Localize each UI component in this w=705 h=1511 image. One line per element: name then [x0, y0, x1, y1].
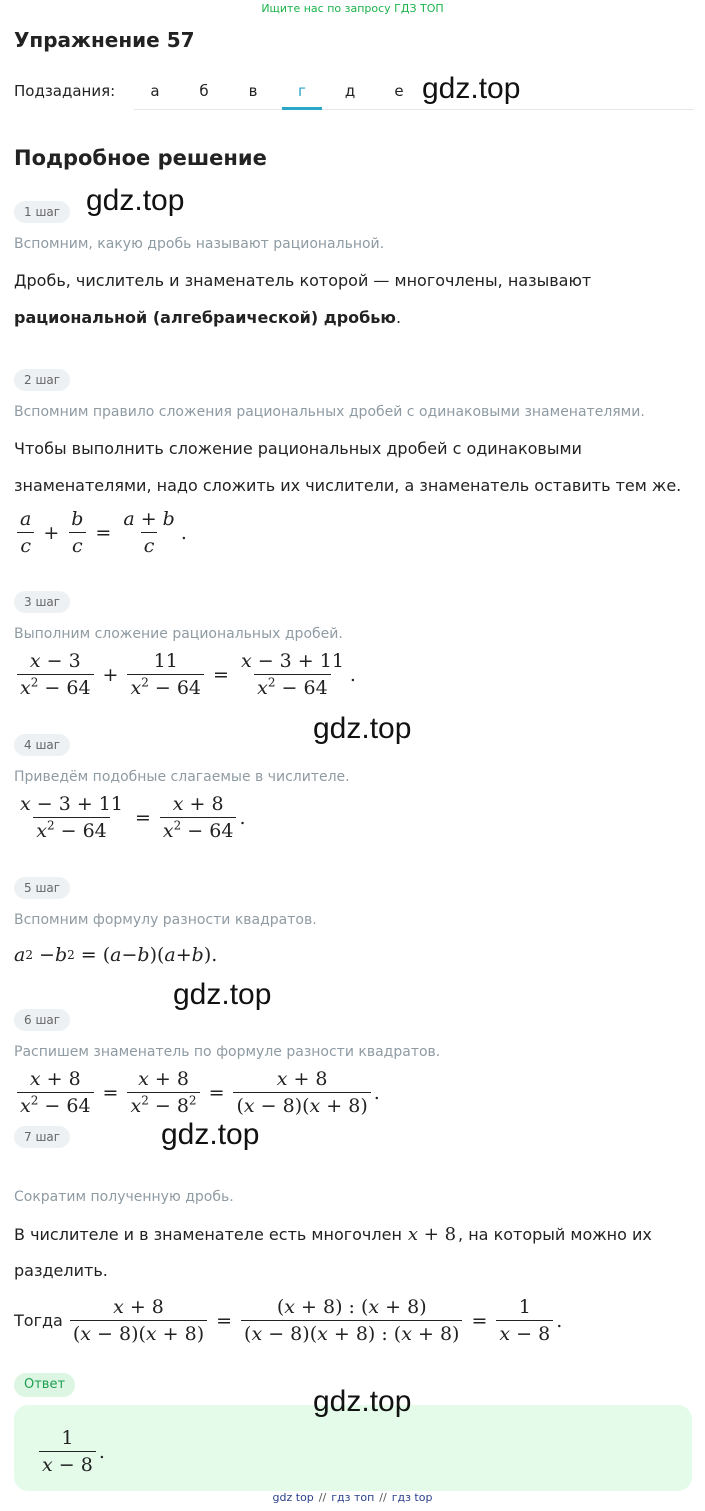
polynomial-x-plus-8: x + 8: [407, 1224, 457, 1245]
step-5-hint: Вспомним формулу разности квадратов.: [14, 912, 317, 928]
footer-link-1[interactable]: gdz top: [272, 1491, 314, 1504]
step-3-hint: Выполним сложение рациональных дробей.: [14, 626, 343, 642]
period: .: [395, 308, 402, 327]
watermark: gdz.top: [313, 712, 412, 745]
subtask-tab-v[interactable]: в: [248, 82, 258, 100]
watermark: gdz.top: [173, 978, 272, 1011]
step-5-formula: a 2 − b 2 = ( a − b )( a + b ).: [14, 944, 218, 966]
answer-formula: $\frac{1}{x - 8}$ .: [36, 1427, 105, 1476]
step-4-hint: Приведём подобные слагаемые в числителе.: [14, 769, 350, 785]
step-3-pill: 3 шаг: [14, 591, 70, 613]
subtasks-label: Подзадания:: [14, 82, 116, 100]
step-7-text-start: В числителе и в знаменателе есть многочлен: [14, 1225, 402, 1244]
step-7-text-end: , на который можно их: [458, 1225, 652, 1244]
step-2-hint: Вспомним правило сложения рациональных дробей с одинаковыми знаменателями.: [14, 404, 645, 420]
rational-fraction-term: рациональной (алгебраической) дробью: [14, 308, 396, 327]
subtask-tab-e[interactable]: е: [394, 82, 404, 100]
footer-link-2[interactable]: гдз топ: [331, 1491, 375, 1504]
watermark: gdz.top: [161, 1118, 260, 1151]
step-7-pill: 7 шаг: [14, 1126, 70, 1148]
step-6-hint: Распишем знаменатель по формуле разности квадратов.: [14, 1044, 441, 1060]
exercise-title: Упражнение 57: [14, 28, 195, 52]
step-1-text-line-2: [14, 308, 401, 327]
watermark: gdz.top: [86, 184, 185, 217]
step-1-text-line-1: Дробь, числитель и знаменатель которой — многочлены, называют: [14, 271, 592, 290]
step-7-text-line-2: разделить.: [14, 1261, 108, 1280]
step-3-formula: $\frac{x - 3}{x^2 - 64}$ + $\frac{11}{x^2 - 64}$ = $\frac{x - 3 + 11}{x^2 - 64}$ .: [14, 650, 356, 699]
footer-link-3[interactable]: гдз top: [391, 1491, 433, 1504]
subtask-tab-b[interactable]: б: [199, 82, 209, 100]
step-2-text-line-2: знаменателями, надо сложить их числители, а знаменатель оставить тем же.: [14, 476, 682, 495]
step-2-pill: 2 шаг: [14, 369, 70, 391]
footer-links: [0, 1491, 705, 1504]
step-6-pill: 6 шаг: [14, 1009, 70, 1031]
step-2-formula: $\frac{a}{c}$ + $\frac{b}{c}$ = $\frac{a + b}{c}$ .: [14, 508, 187, 557]
solution-heading: Подробное решение: [14, 146, 267, 170]
step-7-text-line-1: [14, 1224, 652, 1245]
step-4-pill: 4 шаг: [14, 734, 70, 756]
step-5-pill: 5 шаг: [14, 877, 70, 899]
step-1-hint: Вспомним, какую дробь называют рациональной.: [14, 236, 385, 252]
step-7-formula: Тогда $\frac{x + 8}{(x - 8)(x + 8)}$ = $\frac{(x + 8) : (x + 8)}{(x - 8)(x + 8) : (x + 8)}$ = $\frac{1}{x - 8}$ .: [14, 1296, 563, 1345]
step-1-pill: 1 шаг: [14, 201, 70, 223]
step-7-hint: Сократим полученную дробь.: [14, 1189, 234, 1205]
footer-separator: //: [318, 1491, 327, 1504]
step-2-text-line-1: Чтобы выполнить сложение рациональных дробей с одинаковыми: [14, 439, 582, 458]
step-6-formula: $\frac{x + 8}{x^2 - 64}$ = $\frac{x + 8}{x^2 - 8^2}$ = $\frac{x + 8}{(x - 8)(x + 8)}$ .: [14, 1068, 380, 1117]
subtasks-tabs: [134, 72, 694, 110]
subtask-tab-g[interactable]: г: [282, 72, 322, 110]
subtask-tab-d[interactable]: д: [344, 82, 356, 100]
step-4-formula: $\frac{x - 3 + 11}{x^2 - 64}$ = $\frac{x + 8}{x^2 - 64}$ .: [20, 793, 246, 842]
search-banner[interactable]: Ищите нас по запросу ГДЗ ТОП: [261, 2, 444, 15]
subtask-tab-a[interactable]: а: [150, 82, 160, 100]
watermark: gdz.top: [422, 72, 521, 105]
answer-pill: Ответ: [14, 1373, 75, 1397]
footer-separator: //: [379, 1491, 387, 1504]
then-label: Тогда: [14, 1311, 63, 1330]
watermark: gdz.top: [313, 1385, 412, 1418]
